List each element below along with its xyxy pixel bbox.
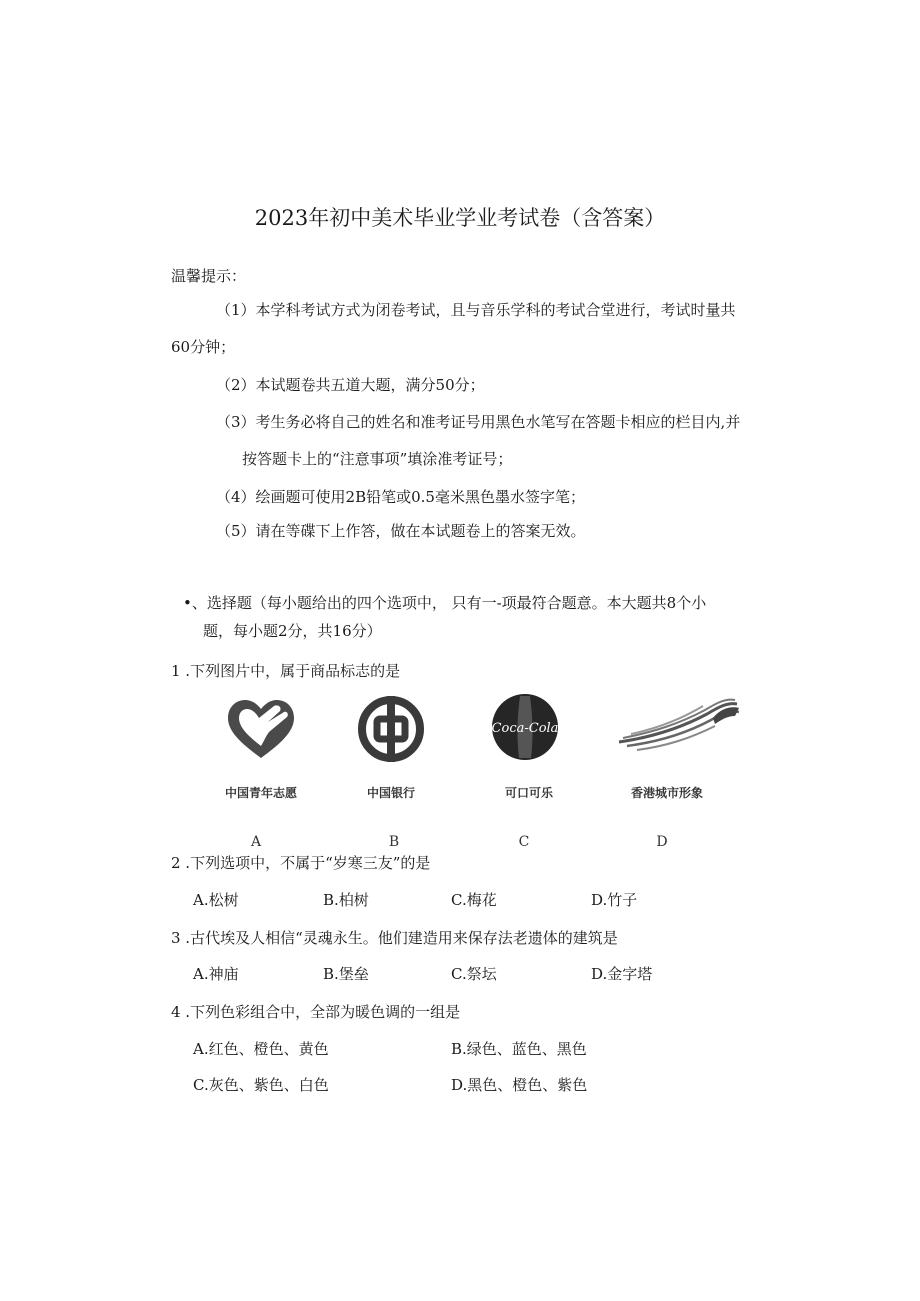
q3-option-c: C.祭坛 — [451, 965, 497, 983]
coca-cola-wordmark: Coca-Cola — [491, 721, 559, 736]
bank-of-china-logo — [356, 694, 426, 764]
notice-item-2: （2）本试题卷共五道大题，满分50分； — [216, 376, 485, 394]
q3-option-b: B.堡垒 — [323, 965, 369, 983]
q3-option-a: A.神庙 — [193, 965, 239, 983]
logo-caption-b: 中国银行 — [366, 786, 415, 800]
question-2-stem: 2 .下列选项中，不属于“岁寒三友”的是 — [171, 854, 431, 872]
notice-item-3: （3）考生务必将自己的姓名和准考证号用黑色水笔写在答题卡相应的栏目内,并 — [216, 413, 741, 431]
logo-caption-d: 香港城市形象 — [630, 786, 703, 800]
logo-caption-a: 中国青年志愿 — [224, 786, 297, 800]
q2-option-d: D.竹子 — [591, 891, 638, 909]
logo-caption-c: 可口可乐 — [504, 786, 553, 800]
question-3-stem: 3 .古代埃及人相信“灵魂永生。他们建造用来保存法老遗体的建筑是 — [171, 929, 618, 947]
q2-option-c: C.梅花 — [451, 891, 497, 909]
notice-heading: 温馨提示： — [171, 267, 247, 285]
q3-option-d: D.金字塔 — [591, 965, 653, 983]
option-letter-c: C — [518, 834, 530, 850]
page-title: 2023年初中美术毕业学业考试卷（含答案） — [254, 206, 666, 230]
q4-option-b: B.绿色、蓝色、黑色 — [451, 1040, 587, 1058]
q2-option-b: B.柏树 — [323, 891, 369, 909]
hong-kong-dragon-logo — [617, 694, 741, 754]
notice-item-4: （4）绘画题可使用2B铅笔或0.5毫米黑色墨水签字笔； — [216, 488, 585, 506]
question-1-stem: 1 .下列图片中，属于商品标志的是 — [171, 662, 401, 680]
section-heading: •、选择题（每小题给出的四个选项中， 只有一-项最符合题意。本大题共8个小 — [183, 594, 707, 612]
option-letter-d: D — [656, 834, 668, 850]
volunteer-heart-logo — [224, 696, 298, 762]
option-letter-b: B — [388, 834, 400, 850]
q4-option-c: C.灰色、紫色、白色 — [193, 1076, 329, 1094]
option-letter-a: A — [250, 834, 262, 850]
q4-option-d: D.黑色、橙色、紫色 — [451, 1076, 588, 1094]
section-heading-cont: 题，每小题2分，共16分） — [203, 622, 382, 640]
coca-cola-logo — [490, 692, 560, 762]
q4-option-a: A.红色、橙色、黄色 — [193, 1040, 329, 1058]
notice-item-1-cont: 60分钟； — [171, 338, 236, 356]
notice-item-5: （5）请在等碟下上作答，做在本试题卷上的答案无效。 — [216, 522, 586, 540]
q2-option-a: A.松树 — [193, 891, 239, 909]
notice-item-3-cont: 按答题卡上的“注意事项”填涂准考证号； — [242, 450, 513, 468]
notice-item-1: （1）本学科考试方式为闭卷考试，且与音乐学科的考试合堂进行，考试时量共 — [216, 301, 736, 319]
question-4-stem: 4 .下列色彩组合中，全部为暖色调的一组是 — [171, 1003, 461, 1021]
